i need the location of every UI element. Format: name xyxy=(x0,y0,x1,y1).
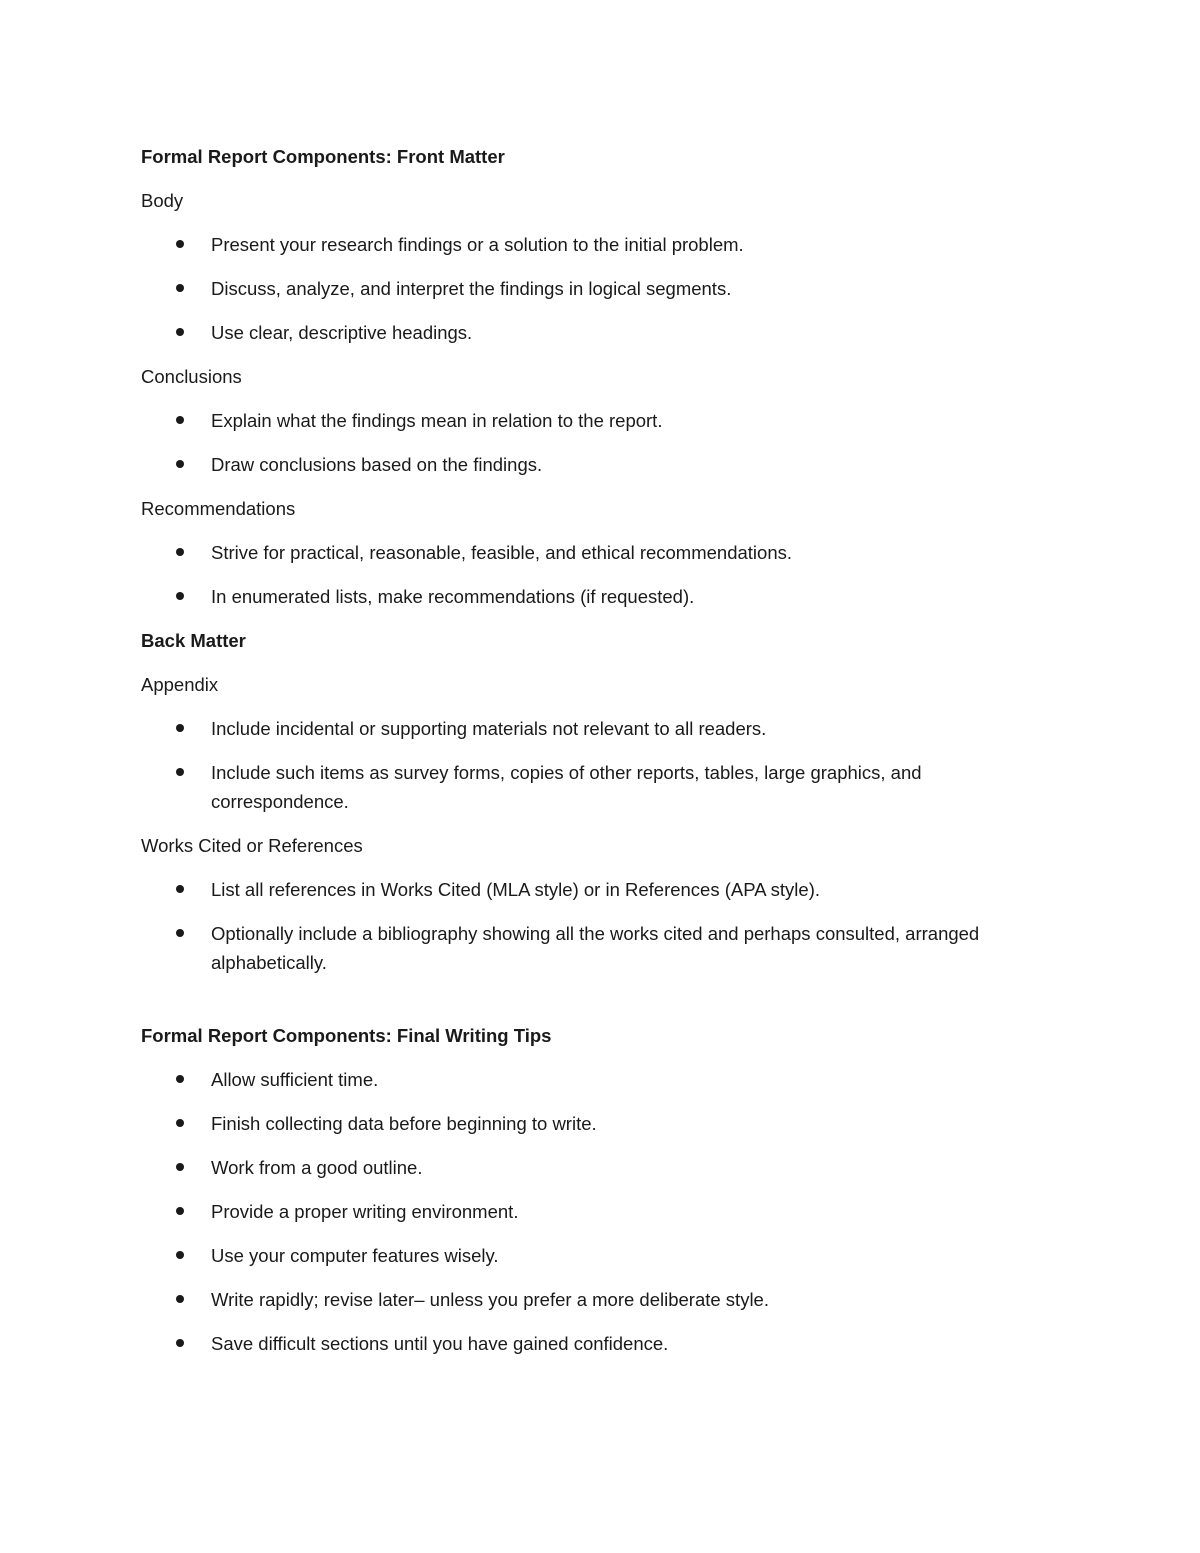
list-item xyxy=(141,1241,1061,1270)
list-item-text: Work from a good outline. xyxy=(211,1157,423,1178)
recommendations-list xyxy=(141,538,1061,611)
list-item-text: Include such items as survey forms, copies of other reports, tables, large graphics, and correspondence. xyxy=(211,762,922,812)
bullet-icon xyxy=(176,1339,184,1347)
bullet-icon xyxy=(176,885,184,893)
list-item xyxy=(141,450,1061,479)
list-item xyxy=(141,875,1061,904)
list-item xyxy=(141,318,1061,347)
appendix-subheading: Appendix xyxy=(141,674,219,695)
list-item-text: Write rapidly; revise later– unless you prefer a more deliberate style. xyxy=(211,1289,769,1310)
bullet-icon xyxy=(176,460,184,468)
list-item xyxy=(141,714,1061,743)
appendix-list xyxy=(141,714,1061,816)
back-matter-heading: Back Matter xyxy=(141,630,246,651)
list-item xyxy=(141,538,1061,567)
final-tips-heading: Formal Report Components: Final Writing Tips xyxy=(141,1025,552,1046)
list-item-text: Include incidental or supporting materials not relevant to all readers. xyxy=(211,718,767,739)
list-item xyxy=(141,1065,1061,1094)
bullet-icon xyxy=(176,548,184,556)
bullet-icon xyxy=(176,1207,184,1215)
list-item xyxy=(141,230,1061,259)
list-item-text: Optionally include a bibliography showing all the works cited and perhaps consulted, arranged alphabetically. xyxy=(211,923,980,973)
list-item xyxy=(141,1329,1061,1358)
list-item xyxy=(141,1153,1061,1182)
list-item-text: Save difficult sections until you have gained confidence. xyxy=(211,1333,669,1354)
conclusions-subheading: Conclusions xyxy=(141,366,242,387)
body-list xyxy=(141,230,1061,347)
bullet-icon xyxy=(176,240,184,248)
works-cited-subheading: Works Cited or References xyxy=(141,835,363,856)
list-item xyxy=(141,1197,1061,1226)
front-matter-heading: Formal Report Components: Front Matter xyxy=(141,146,505,167)
body-subheading: Body xyxy=(141,190,184,211)
list-item xyxy=(141,758,1061,816)
list-item-text: Use your computer features wisely. xyxy=(211,1245,499,1266)
list-item-text: Explain what the findings mean in relation to the report. xyxy=(211,410,663,431)
section-spacer xyxy=(141,992,1061,1021)
bullet-icon xyxy=(176,768,184,776)
list-item xyxy=(141,274,1061,303)
list-item-text: Draw conclusions based on the findings. xyxy=(211,454,543,475)
bullet-icon xyxy=(176,929,184,937)
recommendations-subheading: Recommendations xyxy=(141,498,296,519)
list-item-text: List all references in Works Cited (MLA style) or in References (APA style). xyxy=(211,879,821,900)
bullet-icon xyxy=(176,592,184,600)
bullet-icon xyxy=(176,1251,184,1259)
bullet-icon xyxy=(176,1119,184,1127)
list-item xyxy=(141,919,1061,977)
list-item-text: Allow sufficient time. xyxy=(211,1069,379,1090)
list-item-text: Strive for practical, reasonable, feasible, and ethical recommendations. xyxy=(211,542,792,563)
list-item xyxy=(141,1109,1061,1138)
list-item-text: Finish collecting data before beginning to write. xyxy=(211,1113,597,1134)
list-item-text: Provide a proper writing environment. xyxy=(211,1201,519,1222)
bullet-icon xyxy=(176,1075,184,1083)
list-item xyxy=(141,406,1061,435)
bullet-icon xyxy=(176,724,184,732)
bullet-icon xyxy=(176,1163,184,1171)
list-item xyxy=(141,582,1061,611)
list-item xyxy=(141,1285,1061,1314)
list-item-text: In enumerated lists, make recommendations (if requested). xyxy=(211,586,695,607)
list-item-text: Discuss, analyze, and interpret the findings in logical segments. xyxy=(211,278,732,299)
conclusions-list xyxy=(141,406,1061,479)
document-content xyxy=(141,142,1061,1373)
list-item-text: Present your research findings or a solution to the initial problem. xyxy=(211,234,744,255)
bullet-icon xyxy=(176,328,184,336)
works-cited-list xyxy=(141,875,1061,977)
bullet-icon xyxy=(176,284,184,292)
list-item-text: Use clear, descriptive headings. xyxy=(211,322,473,343)
bullet-icon xyxy=(176,1295,184,1303)
final-tips-list xyxy=(141,1065,1061,1358)
bullet-icon xyxy=(176,416,184,424)
